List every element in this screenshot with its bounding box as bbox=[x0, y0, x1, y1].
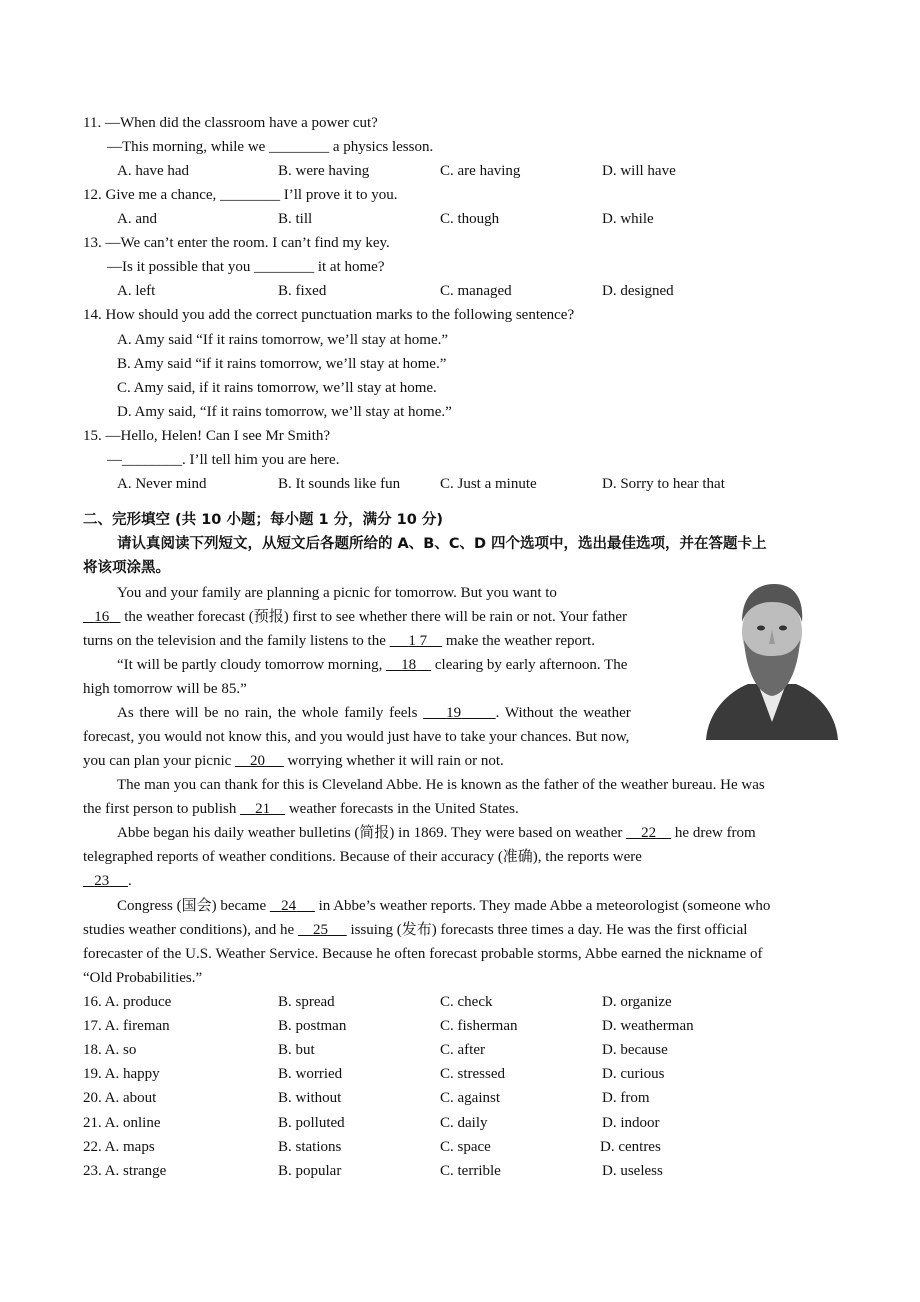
passage-line: turns on the television and the family listens to the 1 7 make the weather report. bbox=[83, 633, 595, 649]
q14-option-d: D. Amy said, “If it rains tomorrow, we’ll stay at home.” bbox=[117, 404, 452, 420]
blank-25: 25 bbox=[312, 922, 328, 938]
q13-option-a: A. left bbox=[117, 283, 156, 299]
passage-line: 23 . bbox=[83, 871, 132, 891]
blank-22: 22 bbox=[641, 825, 657, 841]
passage-line: Congress (国会) became 24 in Abbe’s weather reports. They made Abbe a meteorologist (someone who bbox=[117, 898, 771, 914]
choice-17-b: B. postman bbox=[278, 1018, 347, 1034]
choice-23-d: D. useless bbox=[602, 1163, 663, 1179]
blank-19: 19 bbox=[446, 705, 462, 721]
choice-19-d: D. curious bbox=[602, 1066, 665, 1082]
choice-16-d: D. organize bbox=[602, 994, 672, 1010]
choice-16-a: 16. A. produce bbox=[83, 994, 172, 1010]
blank-21: 21 bbox=[255, 801, 271, 817]
choice-21-b: B. polluted bbox=[278, 1115, 345, 1131]
q11-option-a: A. have had bbox=[117, 163, 190, 179]
choice-19-a: 19. A. happy bbox=[83, 1066, 160, 1082]
choice-21-d: D. indoor bbox=[602, 1115, 660, 1131]
passage-line: telegraphed reports of weather conditions. Because of their accuracy (准确), the reports were bbox=[83, 849, 642, 865]
choice-22-b: B. stations bbox=[278, 1139, 342, 1155]
q12-stem: 12. Give me a chance, ________ I’ll prove it to you. bbox=[83, 187, 398, 203]
q12-option-c: C. though bbox=[440, 211, 500, 227]
q14-stem: 14. How should you add the correct punctuation marks to the following sentence? bbox=[83, 307, 575, 323]
q12-option-b: B. till bbox=[278, 211, 313, 227]
section-title: 二、完形填空 (共 10 小题；每小题 1 分，满分 10 分) bbox=[83, 512, 444, 528]
q14-option-a: A. Amy said “If it rains tomorrow, we’ll stay at home.” bbox=[117, 332, 449, 348]
q13-option-d: D. designed bbox=[602, 283, 674, 299]
choice-17-c: C. fisherman bbox=[440, 1018, 518, 1034]
choice-16-b: B. spread bbox=[278, 994, 335, 1010]
section-instruction-cont: 将该项涂黑。 bbox=[83, 560, 170, 576]
blank-20: 20 bbox=[250, 753, 266, 769]
blank-18: 18 bbox=[401, 657, 417, 673]
passage-line: “Old Probabilities.” bbox=[83, 970, 203, 986]
choice-18-a: 18. A. so bbox=[83, 1042, 137, 1058]
q15-line2: —________. I’ll tell him you are here. bbox=[107, 452, 340, 468]
passage-line: You and your family are planning a picnic for tomorrow. But you want to bbox=[117, 585, 557, 601]
q11-option-c: C. are having bbox=[440, 163, 521, 179]
choice-16-c: C. check bbox=[440, 994, 493, 1010]
q13-stem: 13. —We can’t enter the room. I can’t find my key. bbox=[83, 235, 390, 251]
choice-18-d: D. because bbox=[602, 1042, 668, 1058]
q12-option-d: D. while bbox=[602, 211, 654, 227]
blank-24: 24 bbox=[281, 898, 297, 914]
choice-21-a: 21. A. online bbox=[83, 1115, 161, 1131]
choice-22-a: 22. A. maps bbox=[83, 1139, 155, 1155]
choice-17-d: D. weatherman bbox=[602, 1018, 694, 1034]
passage-line: The man you can thank for this is Cleveland Abbe. He is known as the father of the weather bureau. He was bbox=[117, 777, 765, 793]
choice-20-d: D. from bbox=[602, 1090, 650, 1106]
passage-line: studies weather conditions), and he 25 issuing (发布) forecasts three times a day. He was the first official bbox=[83, 922, 748, 938]
blank-23: 23 bbox=[94, 873, 110, 889]
choice-17-a: 17. A. fireman bbox=[83, 1018, 170, 1034]
q15-option-c: C. Just a minute bbox=[440, 476, 537, 492]
q13-option-b: B. fixed bbox=[278, 283, 327, 299]
choice-20-a: 20. A. about bbox=[83, 1090, 157, 1106]
passage-line: you can plan your picnic 20 worrying whether it will rain or not. bbox=[83, 753, 504, 769]
q15-option-b: B. It sounds like fun bbox=[278, 476, 401, 492]
choice-22-d: D. centres bbox=[600, 1139, 661, 1155]
q14-option-b: B. Amy said “if it rains tomorrow, we’ll stay at home.” bbox=[117, 356, 447, 372]
choice-23-b: B. popular bbox=[278, 1163, 342, 1179]
q11-option-b: B. were having bbox=[278, 163, 370, 179]
passage-line: Abbe began his daily weather bulletins (简报) in 1869. They were based on weather 22 he drew from bbox=[117, 825, 756, 841]
passage-line: 16 the weather forecast (预报) first to see whether there will be rain or not. Your father bbox=[83, 607, 627, 627]
cleveland-abbe-portrait bbox=[698, 572, 846, 740]
section-instruction: 请认真阅读下列短文，从短文后各题所给的 A、B、C、D 四个选项中，选出最佳选项，并在答题卡上 bbox=[117, 536, 767, 552]
blank-17: 1 7 bbox=[408, 633, 428, 649]
q15-option-a: A. Never mind bbox=[117, 476, 207, 492]
choice-18-c: C. after bbox=[440, 1042, 485, 1058]
choice-21-c: C. daily bbox=[440, 1115, 488, 1131]
q13-option-c: C. managed bbox=[440, 283, 512, 299]
passage-line: forecast, you would not know this, and you would just have to take your chances. But now, bbox=[83, 729, 630, 745]
choice-20-c: C. against bbox=[440, 1090, 500, 1106]
q13-line2: —Is it possible that you ________ it at home? bbox=[107, 259, 385, 275]
choice-22-c: C. space bbox=[440, 1139, 491, 1155]
q11-option-d: D. will have bbox=[602, 163, 676, 179]
choice-19-c: C. stressed bbox=[440, 1066, 505, 1082]
choice-23-a: 23. A. strange bbox=[83, 1163, 167, 1179]
q15-stem: 15. —Hello, Helen! Can I see Mr Smith? bbox=[83, 428, 331, 444]
q15-option-d: D. Sorry to hear that bbox=[602, 476, 725, 492]
choice-18-b: B. but bbox=[278, 1042, 315, 1058]
choice-20-b: B. without bbox=[278, 1090, 342, 1106]
q12-option-a: A. and bbox=[117, 211, 157, 227]
passage-line: the first person to publish 21 weather forecasts in the United States. bbox=[83, 801, 519, 817]
q14-option-c: C. Amy said, if it rains tomorrow, we’ll stay at home. bbox=[117, 380, 437, 396]
passage-line: “It will be partly cloudy tomorrow morning, 18 clearing by early afternoon. The bbox=[117, 657, 628, 673]
q11-line2: —This morning, while we ________ a physics lesson. bbox=[107, 139, 434, 155]
q11-stem: 11. —When did the classroom have a power cut? bbox=[83, 115, 378, 131]
blank-16: 16 bbox=[94, 609, 110, 625]
choice-23-c: C. terrible bbox=[440, 1163, 501, 1179]
passage-line: forecaster of the U.S. Weather Service. Because he often forecast probable storms, Abbe earned the nickname of bbox=[83, 946, 763, 962]
choice-19-b: B. worried bbox=[278, 1066, 343, 1082]
passage-line: As there will be no rain, the whole family feels 19 . Without the weather bbox=[117, 705, 631, 721]
passage-line: high tomorrow will be 85.” bbox=[83, 681, 247, 697]
